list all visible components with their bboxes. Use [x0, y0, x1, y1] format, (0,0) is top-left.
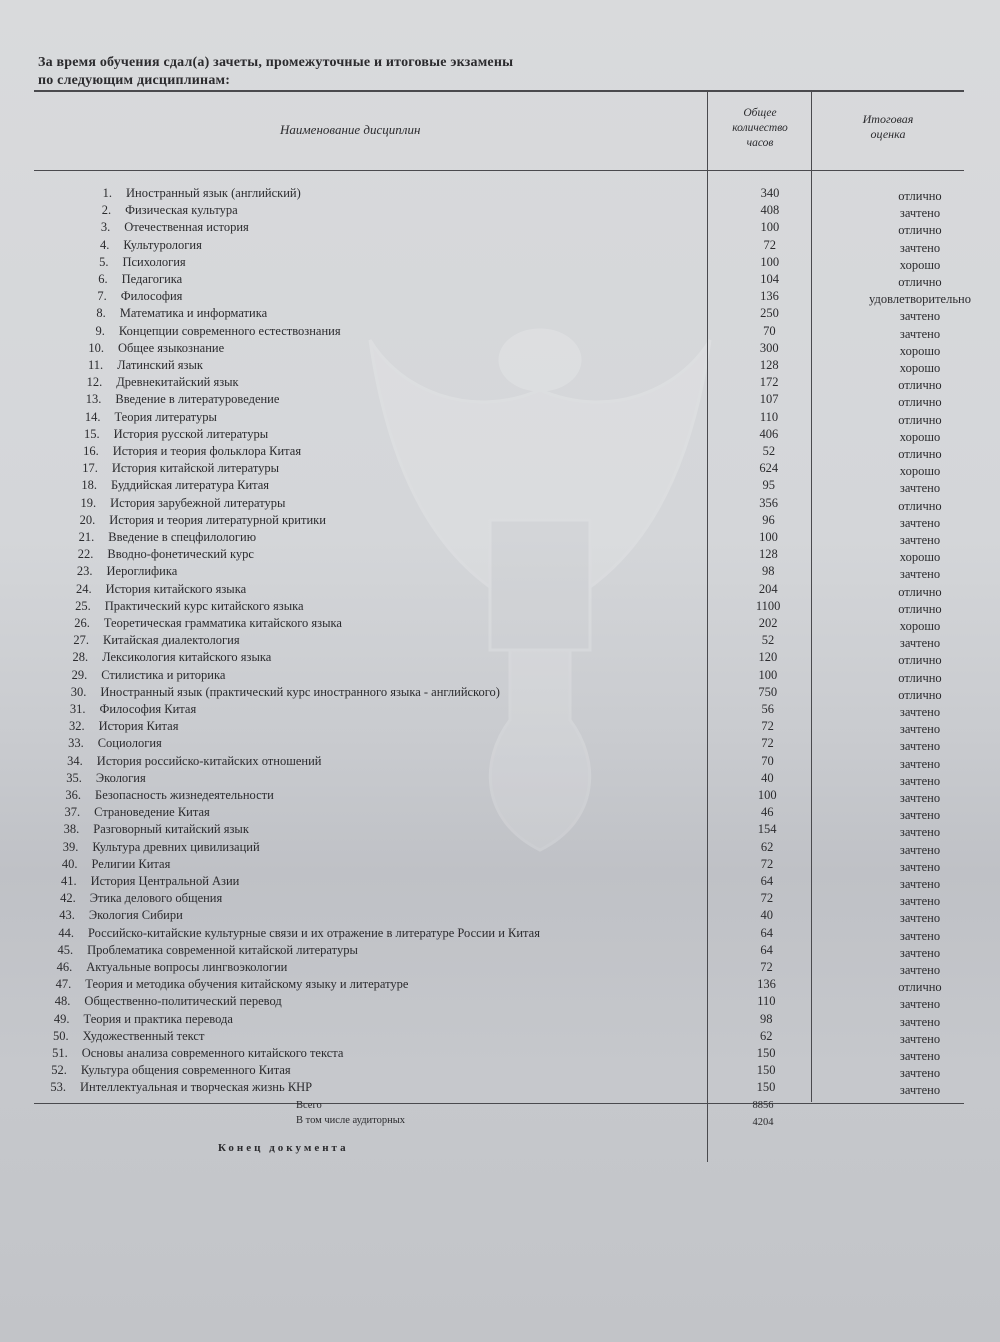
- row-number: 53.: [50, 1080, 66, 1095]
- discipline-name: Математика и информатика: [119, 306, 268, 321]
- discipline-hours: 96: [762, 512, 775, 527]
- discipline-name: Философия: [120, 289, 183, 304]
- discipline-name: Теоретическая грамматика китайского языка: [103, 616, 342, 630]
- end-of-document: Конец документа: [218, 1142, 349, 1154]
- discipline-hours: 100: [759, 530, 778, 544]
- table-row: [0, 891, 1000, 907]
- table-row: [0, 650, 1000, 666]
- discipline-hours: 70: [761, 753, 774, 768]
- row-number: 21.: [78, 530, 95, 544]
- discipline-name: Разговорный китайский язык: [93, 822, 249, 837]
- discipline-grade: зачтено: [899, 722, 941, 737]
- discipline-hours: 128: [759, 547, 778, 562]
- discipline-name: Иностранный язык (практический курс иностранного языка - английского): [100, 684, 500, 699]
- row-number: 4.: [99, 237, 110, 252]
- row-number: 45.: [57, 942, 74, 957]
- discipline-hours: 72: [760, 891, 774, 906]
- table-row: [0, 186, 1000, 202]
- discipline-grade: зачтено: [899, 791, 941, 805]
- row-number: 33.: [68, 736, 84, 751]
- discipline-hours: 128: [759, 358, 779, 372]
- table-row: [0, 1080, 1000, 1096]
- discipline-grade: зачтено: [899, 877, 941, 891]
- column-header-grade-line: Итоговая: [862, 112, 914, 126]
- row-number: 47.: [55, 977, 72, 992]
- table-row: [0, 220, 1000, 236]
- discipline-grade: зачтено: [899, 808, 941, 823]
- row-number: 8.: [96, 306, 106, 321]
- discipline-name: Культурология: [123, 237, 202, 252]
- table-row: [0, 685, 1000, 701]
- table-row: [0, 616, 1000, 632]
- discipline-grade: зачтено: [899, 756, 941, 771]
- row-number: 38.: [63, 822, 80, 837]
- discipline-hours: 100: [758, 667, 778, 682]
- discipline-grade: зачтено: [899, 1049, 941, 1063]
- discipline-grade: отлично: [898, 378, 942, 393]
- discipline-name: Основы анализа современного китайского текста: [81, 1046, 344, 1060]
- table-row: [0, 822, 1000, 838]
- discipline-hours: 40: [760, 908, 774, 923]
- discipline-grade: хорошо: [899, 257, 941, 272]
- discipline-hours: 100: [760, 220, 780, 235]
- table-row: [0, 461, 1000, 477]
- discipline-grade: удовлетворительно: [869, 292, 971, 307]
- discipline-grade: зачтено: [899, 326, 941, 341]
- row-number: 40.: [61, 856, 78, 871]
- discipline-hours: 120: [758, 650, 778, 665]
- table-row: [0, 547, 1000, 563]
- discipline-hours: 172: [759, 375, 779, 390]
- row-number: 31.: [69, 702, 86, 716]
- table-row: [0, 358, 1000, 374]
- discipline-grade: отлично: [898, 412, 942, 427]
- discipline-grade: зачтено: [899, 240, 941, 255]
- discipline-name: Интеллектуальная и творческая жизнь КНР: [80, 1080, 313, 1095]
- discipline-grade: отлично: [898, 498, 942, 513]
- discipline-grade: отлично: [898, 670, 942, 685]
- discipline-hours: 150: [756, 1046, 776, 1060]
- discipline-hours: 110: [759, 409, 779, 424]
- row-number: 6.: [98, 272, 108, 286]
- discipline-grade: хорошо: [899, 429, 941, 444]
- discipline-name: Теория литературы: [114, 409, 217, 424]
- column-header-hours-line: Общее: [743, 107, 777, 119]
- discipline-name: Латинский язык: [117, 358, 203, 372]
- table-row: [0, 427, 1000, 443]
- row-number: 27.: [73, 633, 89, 648]
- discipline-name: Иероглифика: [106, 564, 178, 579]
- discipline-hours: 98: [762, 564, 775, 579]
- row-number: 16.: [83, 444, 99, 458]
- discipline-hours: 46: [760, 805, 774, 820]
- discipline-grade: отлично: [898, 601, 942, 616]
- discipline-grade: зачтено: [899, 1014, 941, 1029]
- discipline-name: Общее языкознание: [118, 340, 225, 355]
- row-number: 36.: [65, 788, 82, 802]
- discipline-hours: 136: [760, 289, 779, 304]
- row-number: 14.: [84, 409, 101, 424]
- row-number: 17.: [82, 461, 98, 476]
- column-header-grade: [818, 112, 958, 142]
- row-number: 2.: [101, 203, 112, 218]
- discipline-name: Практический курс китайского языка: [104, 598, 304, 613]
- row-number: 50.: [53, 1028, 69, 1043]
- table-row: [0, 341, 1000, 357]
- discipline-grade: зачтено: [899, 963, 941, 977]
- discipline-name: Культура древних цивилизаций: [92, 839, 260, 854]
- discipline-hours: 72: [763, 237, 777, 252]
- heading-line-2: по следующим дисциплинам:: [38, 73, 231, 88]
- discipline-name: Религии Китая: [91, 856, 171, 871]
- row-number: 48.: [54, 994, 71, 1009]
- table-row: [0, 375, 1000, 391]
- discipline-grade: зачтено: [899, 1031, 941, 1046]
- discipline-hours: 72: [760, 960, 773, 974]
- table-row: [0, 994, 1000, 1010]
- table-row: [0, 668, 1000, 684]
- table-row: [0, 203, 1000, 219]
- column-header-grade-line: оценка: [870, 127, 906, 141]
- table-row: [0, 255, 1000, 271]
- discipline-grade: зачтено: [899, 705, 941, 719]
- row-number: 13.: [85, 392, 102, 407]
- discipline-hours: 107: [759, 392, 779, 407]
- discipline-name: Физическая культура: [125, 203, 238, 218]
- discipline-grade: зачтено: [899, 567, 941, 582]
- table-row: [0, 908, 1000, 924]
- discipline-name: Социология: [97, 736, 162, 751]
- discipline-name: Страноведение Китая: [94, 805, 210, 820]
- table-row: [0, 840, 1000, 856]
- discipline-name: Теория и практика перевода: [83, 1011, 233, 1026]
- table-row: [0, 289, 1000, 305]
- discipline-hours: 72: [761, 719, 774, 734]
- discipline-hours: 1100: [755, 598, 781, 613]
- discipline-hours: 95: [762, 478, 775, 493]
- discipline-grade: зачтено: [899, 533, 941, 547]
- table-bottom-rule: [34, 1103, 964, 1104]
- discipline-name: История и теория литературной критики: [109, 512, 326, 527]
- discipline-hours: 340: [760, 186, 780, 200]
- table-row: [0, 943, 1000, 959]
- table-top-rule: [34, 90, 964, 92]
- table-row: [0, 306, 1000, 322]
- discipline-hours: 154: [757, 822, 777, 837]
- table-row: [0, 444, 1000, 460]
- row-number: 18.: [81, 478, 97, 493]
- column-header-hours-line: часов: [746, 137, 774, 149]
- discipline-grade: зачтено: [899, 739, 941, 754]
- table-row: [0, 564, 1000, 580]
- discipline-hours: 204: [758, 581, 778, 596]
- row-number: 15.: [83, 426, 100, 441]
- table-row: [0, 1029, 1000, 1045]
- table-row: [0, 1046, 1000, 1062]
- discipline-grade: зачтено: [899, 825, 941, 840]
- discipline-hours: 150: [756, 1080, 776, 1095]
- table-row: [0, 754, 1000, 770]
- discipline-hours: 62: [760, 839, 774, 854]
- discipline-hours: 70: [763, 323, 776, 338]
- discipline-grade: зачтено: [899, 515, 941, 530]
- discipline-grade: отлично: [898, 687, 942, 702]
- discipline-grade: зачтено: [899, 928, 941, 943]
- discipline-grade: зачтено: [899, 859, 941, 874]
- table-header-rule: [34, 170, 964, 171]
- classroom-hours: 4204: [752, 1117, 774, 1128]
- table-row: [0, 788, 1000, 804]
- table-row: [0, 633, 1000, 649]
- discipline-grade: зачтено: [899, 309, 941, 324]
- discipline-grade: зачтено: [899, 997, 941, 1012]
- discipline-name: Российско-китайские культурные связи и их отражение в литературе России и Китая: [87, 925, 540, 940]
- discipline-name: Введение в литературоведение: [115, 392, 280, 407]
- discipline-grade: отлично: [898, 223, 942, 238]
- discipline-grade: отлично: [898, 189, 942, 203]
- discipline-grade: хорошо: [899, 343, 941, 358]
- table-row: [0, 805, 1000, 821]
- row-number: 20.: [79, 512, 96, 527]
- table-row: [0, 857, 1000, 873]
- table-row: [0, 736, 1000, 752]
- table-row: [0, 1012, 1000, 1028]
- row-number: 25.: [75, 598, 91, 613]
- discipline-grade: хорошо: [899, 361, 941, 375]
- discipline-grade: хорошо: [899, 619, 941, 633]
- table-row: [0, 771, 1000, 787]
- discipline-name: Введение в спецфилологию: [108, 530, 257, 544]
- discipline-hours: 100: [760, 254, 780, 269]
- discipline-grade: отлично: [898, 275, 942, 289]
- discipline-hours: 64: [760, 942, 773, 957]
- table-row: [0, 392, 1000, 408]
- discipline-name: Экология: [95, 770, 146, 785]
- discipline-name: Психология: [122, 254, 186, 269]
- discipline-name: Древнекитайский язык: [116, 375, 239, 390]
- discipline-grade: зачтено: [899, 945, 941, 960]
- discipline-hours: 624: [759, 461, 779, 476]
- discipline-name: Общественно-политический перевод: [84, 994, 282, 1009]
- row-number: 5.: [99, 254, 109, 269]
- table-row: [0, 410, 1000, 426]
- discipline-name: Художественный текст: [82, 1028, 205, 1043]
- row-number: 49.: [53, 1011, 70, 1026]
- table-row: [0, 1063, 1000, 1079]
- row-number: 28.: [72, 650, 89, 665]
- discipline-name: История Китая: [98, 719, 179, 734]
- row-number: 24.: [76, 581, 92, 596]
- discipline-grade: отлично: [898, 584, 942, 599]
- total-hours: 8856: [752, 1100, 774, 1111]
- discipline-name: Китайская диалектология: [103, 633, 240, 648]
- row-number: 37.: [64, 805, 81, 820]
- row-number: 9.: [95, 323, 105, 338]
- discipline-name: Философия Китая: [99, 702, 197, 716]
- discipline-grade: отлично: [898, 980, 942, 995]
- discipline-grade: зачтено: [899, 636, 941, 651]
- discipline-grade: отлично: [898, 653, 942, 668]
- discipline-grade: зачтено: [899, 1066, 941, 1081]
- discipline-hours: 98: [760, 1011, 773, 1026]
- discipline-hours: 406: [759, 426, 779, 441]
- discipline-hours: 56: [761, 702, 774, 716]
- discipline-name: Проблематика современной китайской литературы: [87, 942, 358, 957]
- total-label: Всего: [296, 1100, 322, 1111]
- row-number: 42.: [60, 891, 76, 906]
- row-number: 29.: [71, 667, 88, 682]
- discipline-name: Отечественная история: [124, 220, 249, 235]
- table-row: [0, 272, 1000, 288]
- row-number: 51.: [52, 1046, 68, 1060]
- row-number: 52.: [51, 1063, 67, 1078]
- column-header-hours-line: количество: [732, 122, 788, 134]
- row-number: 43.: [59, 908, 75, 923]
- discipline-name: Буддийская литература Китая: [110, 478, 270, 493]
- row-number: 39.: [62, 839, 79, 854]
- row-number: 1.: [102, 186, 112, 200]
- discipline-hours: 104: [760, 272, 779, 286]
- table-row: [0, 926, 1000, 942]
- row-number: 7.: [97, 289, 107, 304]
- table-row: [0, 324, 1000, 340]
- discipline-hours: 250: [760, 306, 779, 321]
- discipline-name: Теория и методика обучения китайскому языку и литературе: [85, 977, 409, 992]
- discipline-hours: 40: [761, 770, 774, 785]
- discipline-hours: 64: [760, 874, 774, 888]
- table-row: [0, 582, 1000, 598]
- table-row: [0, 513, 1000, 529]
- discipline-grade: зачтено: [899, 911, 941, 926]
- discipline-grade: зачтено: [899, 206, 941, 221]
- row-number: 34.: [67, 753, 83, 768]
- discipline-name: История зарубежной литературы: [110, 495, 286, 510]
- discipline-name: Иностранный язык (английский): [126, 186, 301, 200]
- discipline-grade: отлично: [898, 447, 942, 461]
- discipline-grade: отлично: [898, 395, 942, 410]
- discipline-name: История китайской литературы: [111, 461, 280, 476]
- discipline-name: Безопасность жизнедеятельности: [95, 788, 274, 802]
- table-row: [0, 530, 1000, 546]
- discipline-grade: зачтено: [899, 1083, 941, 1098]
- row-number: 23.: [76, 564, 93, 579]
- discipline-hours: 72: [761, 736, 774, 751]
- row-number: 10.: [88, 340, 105, 355]
- row-number: 44.: [58, 925, 74, 940]
- row-number: 19.: [80, 495, 97, 510]
- discipline-hours: 408: [760, 203, 780, 218]
- row-number: 3.: [100, 220, 111, 235]
- discipline-grade: зачтено: [899, 773, 941, 788]
- table-row: [0, 960, 1000, 976]
- discipline-hours: 100: [757, 788, 777, 802]
- discipline-name: Культура общения современного Китая: [80, 1063, 291, 1078]
- table-row: [0, 702, 1000, 718]
- discipline-hours: 110: [757, 994, 776, 1009]
- column-header-name: Наименование дисциплин: [280, 122, 421, 137]
- discipline-name: Лексикология китайского языка: [102, 650, 272, 665]
- discipline-grade: хорошо: [899, 464, 941, 479]
- discipline-hours: 136: [757, 977, 776, 992]
- row-number: 30.: [70, 684, 87, 699]
- discipline-hours: 150: [756, 1063, 776, 1078]
- discipline-hours: 52: [762, 444, 776, 458]
- discipline-hours: 300: [759, 340, 779, 355]
- discipline-hours: 750: [758, 684, 778, 699]
- classroom-label: В том числе аудиторных: [296, 1115, 406, 1126]
- discipline-name: Концепции современного естествознания: [118, 323, 341, 338]
- document-heading: [38, 54, 513, 90]
- heading-line-1: За время обучения сдал(а) зачеты, промежуточные и итоговые экзамены: [38, 55, 514, 70]
- row-number: 12.: [86, 375, 103, 390]
- discipline-name: Экология Сибири: [88, 908, 183, 923]
- column-header-hours: [712, 106, 808, 151]
- discipline-name: Стилистика и риторика: [101, 667, 226, 682]
- discipline-name: Актуальные вопросы лингвоэкологии: [86, 960, 288, 974]
- table-row: [0, 599, 1000, 615]
- row-number: 22.: [77, 547, 94, 562]
- discipline-hours: 62: [759, 1028, 773, 1043]
- discipline-name: Вводно-фонетический курс: [107, 547, 254, 562]
- row-number: 41.: [60, 874, 77, 888]
- row-number: 11.: [87, 358, 104, 372]
- discipline-name: История российско-китайских отношений: [96, 753, 322, 768]
- discipline-name: Этика делового общения: [89, 891, 223, 906]
- table-row: [0, 478, 1000, 494]
- discipline-hours: 64: [760, 925, 773, 940]
- row-number: 26.: [74, 616, 90, 630]
- discipline-grade: зачтено: [899, 894, 941, 909]
- discipline-name: История русской литературы: [113, 426, 269, 441]
- table-row: [0, 977, 1000, 993]
- discipline-grade: зачтено: [899, 481, 941, 496]
- discipline-name: История и теория фольклора Китая: [112, 444, 302, 458]
- discipline-grade: зачтено: [899, 842, 941, 857]
- table-row: [0, 238, 1000, 254]
- discipline-hours: 72: [760, 856, 774, 871]
- discipline-name: История Центральной Азии: [90, 874, 240, 888]
- discipline-grade: хорошо: [899, 550, 941, 565]
- table-row: [0, 874, 1000, 890]
- row-number: 46.: [56, 960, 73, 974]
- row-number: 35.: [66, 770, 82, 785]
- table-row: [0, 719, 1000, 735]
- table-row: [0, 496, 1000, 512]
- row-number: 32.: [68, 719, 85, 734]
- discipline-hours: 202: [758, 616, 778, 630]
- discipline-name: Педагогика: [121, 272, 183, 286]
- discipline-hours: 52: [761, 633, 775, 648]
- discipline-hours: 356: [759, 495, 778, 510]
- discipline-name: История китайского языка: [105, 581, 247, 596]
